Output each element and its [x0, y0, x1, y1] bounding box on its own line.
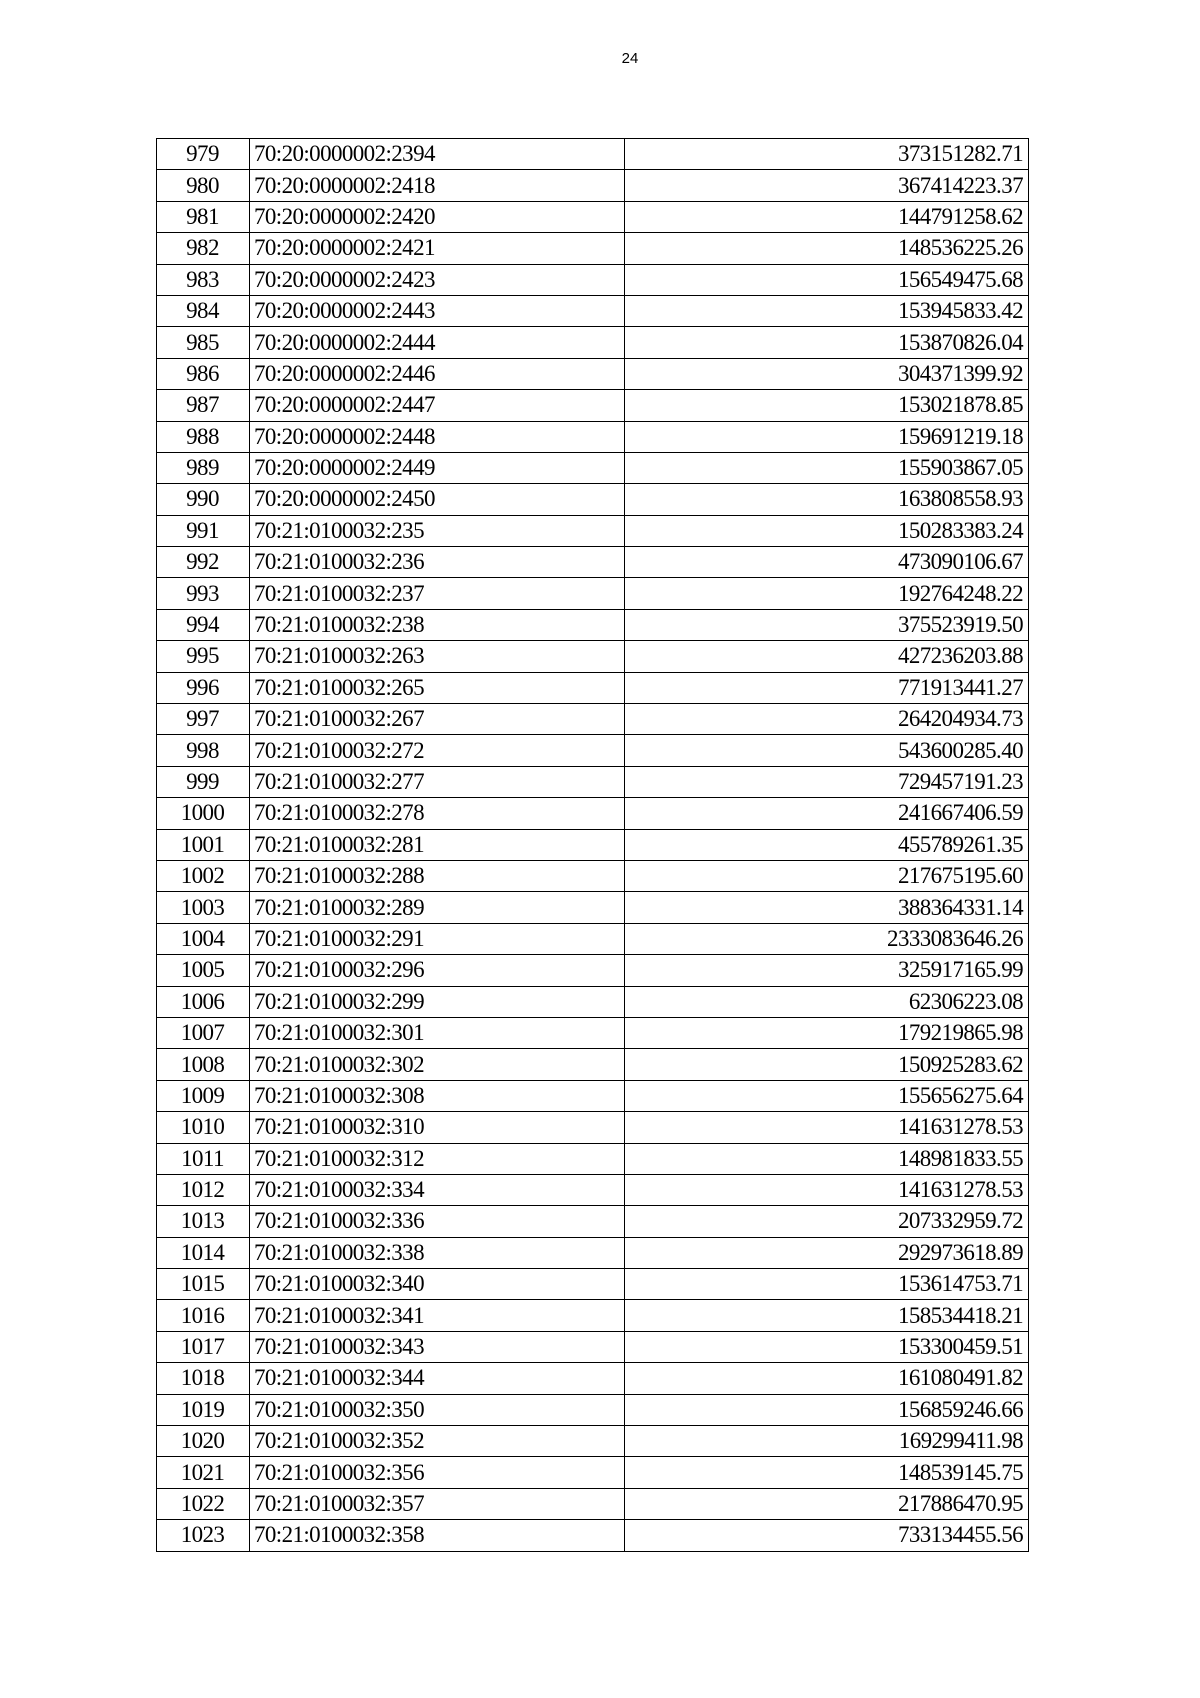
table-row — [157, 295, 1029, 326]
cadastral-number-cell: 70:21:0100032:358 — [250, 1520, 625, 1551]
cadastral-value-table — [156, 138, 1029, 1552]
cadastral-value-cell: 207332959.72 — [625, 1206, 1029, 1237]
row-number-cell: 998 — [157, 735, 250, 766]
cadastral-number-cell: 70:20:0000002:2418 — [250, 170, 625, 201]
table-row — [157, 798, 1029, 829]
cadastral-number-cell: 70:21:0100032:343 — [250, 1331, 625, 1362]
table-row — [157, 170, 1029, 201]
cadastral-value-cell: 153300459.51 — [625, 1331, 1029, 1362]
row-number-cell: 1009 — [157, 1080, 250, 1111]
cadastral-value-cell: 155903867.05 — [625, 452, 1029, 483]
cadastral-number-cell: 70:21:0100032:288 — [250, 860, 625, 891]
table-row — [157, 1206, 1029, 1237]
cadastral-number-cell: 70:20:0000002:2449 — [250, 452, 625, 483]
cadastral-number-cell: 70:20:0000002:2443 — [250, 295, 625, 326]
row-number-cell: 1022 — [157, 1488, 250, 1519]
row-number-cell: 990 — [157, 484, 250, 515]
cadastral-number-cell: 70:21:0100032:299 — [250, 986, 625, 1017]
cadastral-number-cell: 70:21:0100032:341 — [250, 1300, 625, 1331]
cadastral-number-cell: 70:20:0000002:2420 — [250, 201, 625, 232]
table-row — [157, 860, 1029, 891]
cadastral-value-cell: 292973618.89 — [625, 1237, 1029, 1268]
cadastral-number-cell: 70:21:0100032:336 — [250, 1206, 625, 1237]
table-row — [157, 892, 1029, 923]
row-number-cell: 1018 — [157, 1363, 250, 1394]
row-number-cell: 983 — [157, 264, 250, 295]
cadastral-value-cell: 62306223.08 — [625, 986, 1029, 1017]
cadastral-value-cell: 455789261.35 — [625, 829, 1029, 860]
cadastral-value-cell: 153945833.42 — [625, 295, 1029, 326]
row-number-cell: 1002 — [157, 860, 250, 891]
cadastral-value-cell: 192764248.22 — [625, 578, 1029, 609]
cadastral-number-cell: 70:21:0100032:291 — [250, 923, 625, 954]
row-number-cell: 985 — [157, 327, 250, 358]
row-number-cell: 997 — [157, 704, 250, 735]
row-number-cell: 993 — [157, 578, 250, 609]
row-number-cell: 1014 — [157, 1237, 250, 1268]
row-number-cell: 1012 — [157, 1174, 250, 1205]
cadastral-number-cell: 70:21:0100032:263 — [250, 641, 625, 672]
row-number-cell: 984 — [157, 295, 250, 326]
row-number-cell: 1003 — [157, 892, 250, 923]
row-number-cell: 1007 — [157, 1017, 250, 1048]
cadastral-number-cell: 70:21:0100032:296 — [250, 955, 625, 986]
cadastral-value-cell: 733134455.56 — [625, 1520, 1029, 1551]
cadastral-number-cell: 70:21:0100032:308 — [250, 1080, 625, 1111]
cadastral-value-cell: 156549475.68 — [625, 264, 1029, 295]
cadastral-number-cell: 70:21:0100032:238 — [250, 609, 625, 640]
table-row — [157, 923, 1029, 954]
row-number-cell: 987 — [157, 390, 250, 421]
table-body — [157, 139, 1029, 1552]
cadastral-value-cell: 217675195.60 — [625, 860, 1029, 891]
cadastral-value-cell: 141631278.53 — [625, 1174, 1029, 1205]
row-number-cell: 1023 — [157, 1520, 250, 1551]
row-number-cell: 979 — [157, 139, 250, 170]
cadastral-number-cell: 70:20:0000002:2448 — [250, 421, 625, 452]
table-row — [157, 829, 1029, 860]
row-number-cell: 1004 — [157, 923, 250, 954]
cadastral-value-cell: 141631278.53 — [625, 1112, 1029, 1143]
cadastral-value-cell: 179219865.98 — [625, 1017, 1029, 1048]
table-row — [157, 547, 1029, 578]
cadastral-value-cell: 159691219.18 — [625, 421, 1029, 452]
row-number-cell: 1015 — [157, 1269, 250, 1300]
cadastral-value-cell: 148539145.75 — [625, 1457, 1029, 1488]
row-number-cell: 1019 — [157, 1394, 250, 1425]
row-number-cell: 988 — [157, 421, 250, 452]
table-row — [157, 421, 1029, 452]
table-row — [157, 1049, 1029, 1080]
table-row — [157, 358, 1029, 389]
cadastral-value-cell: 241667406.59 — [625, 798, 1029, 829]
row-number-cell: 1001 — [157, 829, 250, 860]
table-row — [157, 1300, 1029, 1331]
table-row — [157, 704, 1029, 735]
cadastral-number-cell: 70:21:0100032:281 — [250, 829, 625, 860]
table-row — [157, 484, 1029, 515]
table-row — [157, 1394, 1029, 1425]
cadastral-value-cell: 388364331.14 — [625, 892, 1029, 923]
table-row — [157, 1112, 1029, 1143]
row-number-cell: 982 — [157, 233, 250, 264]
table-row — [157, 1174, 1029, 1205]
table-row — [157, 1363, 1029, 1394]
cadastral-number-cell: 70:20:0000002:2450 — [250, 484, 625, 515]
cadastral-value-cell: 163808558.93 — [625, 484, 1029, 515]
cadastral-number-cell: 70:21:0100032:357 — [250, 1488, 625, 1519]
cadastral-number-cell: 70:21:0100032:265 — [250, 672, 625, 703]
cadastral-number-cell: 70:21:0100032:235 — [250, 515, 625, 546]
table-row — [157, 264, 1029, 295]
row-number-cell: 1010 — [157, 1112, 250, 1143]
table-row — [157, 609, 1029, 640]
table-row — [157, 1237, 1029, 1268]
cadastral-number-cell: 70:21:0100032:350 — [250, 1394, 625, 1425]
cadastral-number-cell: 70:21:0100032:278 — [250, 798, 625, 829]
cadastral-value-cell: 150283383.24 — [625, 515, 1029, 546]
table-row — [157, 955, 1029, 986]
row-number-cell: 999 — [157, 766, 250, 797]
table-row — [157, 233, 1029, 264]
cadastral-value-cell: 153870826.04 — [625, 327, 1029, 358]
row-number-cell: 1021 — [157, 1457, 250, 1488]
row-number-cell: 986 — [157, 358, 250, 389]
table-row — [157, 201, 1029, 232]
table-row — [157, 1269, 1029, 1300]
cadastral-value-cell: 325917165.99 — [625, 955, 1029, 986]
row-number-cell: 1016 — [157, 1300, 250, 1331]
page-number: 24 — [621, 50, 639, 67]
table-row — [157, 766, 1029, 797]
table-row — [157, 1017, 1029, 1048]
cadastral-number-cell: 70:21:0100032:302 — [250, 1049, 625, 1080]
cadastral-value-cell: 304371399.92 — [625, 358, 1029, 389]
cadastral-number-cell: 70:21:0100032:289 — [250, 892, 625, 923]
table-row — [157, 1143, 1029, 1174]
row-number-cell: 996 — [157, 672, 250, 703]
cadastral-value-cell: 729457191.23 — [625, 766, 1029, 797]
cadastral-number-cell: 70:21:0100032:277 — [250, 766, 625, 797]
cadastral-value-cell: 153021878.85 — [625, 390, 1029, 421]
table-row — [157, 139, 1029, 170]
cadastral-value-cell: 264204934.73 — [625, 704, 1029, 735]
cadastral-value-cell: 217886470.95 — [625, 1488, 1029, 1519]
cadastral-value-cell: 161080491.82 — [625, 1363, 1029, 1394]
cadastral-number-cell: 70:21:0100032:301 — [250, 1017, 625, 1048]
row-number-cell: 1011 — [157, 1143, 250, 1174]
cadastral-value-cell: 148536225.26 — [625, 233, 1029, 264]
cadastral-number-cell: 70:20:0000002:2447 — [250, 390, 625, 421]
row-number-cell: 1017 — [157, 1331, 250, 1362]
table-row — [157, 578, 1029, 609]
cadastral-number-cell: 70:21:0100032:312 — [250, 1143, 625, 1174]
cadastral-value-cell: 153614753.71 — [625, 1269, 1029, 1300]
table-row — [157, 735, 1029, 766]
row-number-cell: 991 — [157, 515, 250, 546]
row-number-cell: 1005 — [157, 955, 250, 986]
row-number-cell: 980 — [157, 170, 250, 201]
row-number-cell: 994 — [157, 609, 250, 640]
cadastral-value-cell: 150925283.62 — [625, 1049, 1029, 1080]
table-row — [157, 1457, 1029, 1488]
table-row — [157, 1520, 1029, 1551]
cadastral-value-cell: 148981833.55 — [625, 1143, 1029, 1174]
cadastral-value-cell: 158534418.21 — [625, 1300, 1029, 1331]
table-row — [157, 641, 1029, 672]
row-number-cell: 1000 — [157, 798, 250, 829]
cadastral-number-cell: 70:21:0100032:237 — [250, 578, 625, 609]
cadastral-number-cell: 70:21:0100032:338 — [250, 1237, 625, 1268]
table-row — [157, 1080, 1029, 1111]
cadastral-number-cell: 70:21:0100032:334 — [250, 1174, 625, 1205]
cadastral-value-cell: 169299411.98 — [625, 1426, 1029, 1457]
table-row — [157, 986, 1029, 1017]
cadastral-value-cell: 156859246.66 — [625, 1394, 1029, 1425]
cadastral-value-cell: 771913441.27 — [625, 672, 1029, 703]
row-number-cell: 995 — [157, 641, 250, 672]
cadastral-value-cell: 427236203.88 — [625, 641, 1029, 672]
cadastral-number-cell: 70:21:0100032:310 — [250, 1112, 625, 1143]
cadastral-number-cell: 70:20:0000002:2421 — [250, 233, 625, 264]
cadastral-value-cell: 375523919.50 — [625, 609, 1029, 640]
cadastral-value-cell: 2333083646.26 — [625, 923, 1029, 954]
cadastral-value-cell: 367414223.37 — [625, 170, 1029, 201]
cadastral-value-cell: 473090106.67 — [625, 547, 1029, 578]
cadastral-value-cell: 144791258.62 — [625, 201, 1029, 232]
cadastral-number-cell: 70:21:0100032:340 — [250, 1269, 625, 1300]
cadastral-number-cell: 70:20:0000002:2444 — [250, 327, 625, 358]
cadastral-number-cell: 70:20:0000002:2446 — [250, 358, 625, 389]
table-row — [157, 1331, 1029, 1362]
cadastral-number-cell: 70:21:0100032:352 — [250, 1426, 625, 1457]
cadastral-value-cell: 155656275.64 — [625, 1080, 1029, 1111]
row-number-cell: 1020 — [157, 1426, 250, 1457]
row-number-cell: 1006 — [157, 986, 250, 1017]
row-number-cell: 992 — [157, 547, 250, 578]
table-row — [157, 672, 1029, 703]
table-row — [157, 1426, 1029, 1457]
row-number-cell: 989 — [157, 452, 250, 483]
cadastral-number-cell: 70:20:0000002:2394 — [250, 139, 625, 170]
row-number-cell: 1013 — [157, 1206, 250, 1237]
table-row — [157, 390, 1029, 421]
row-number-cell: 981 — [157, 201, 250, 232]
table-row — [157, 327, 1029, 358]
table-row — [157, 1488, 1029, 1519]
row-number-cell: 1008 — [157, 1049, 250, 1080]
table-row — [157, 452, 1029, 483]
cadastral-number-cell: 70:21:0100032:267 — [250, 704, 625, 735]
cadastral-value-cell: 373151282.71 — [625, 139, 1029, 170]
table-row — [157, 515, 1029, 546]
cadastral-number-cell: 70:20:0000002:2423 — [250, 264, 625, 295]
cadastral-number-cell: 70:21:0100032:356 — [250, 1457, 625, 1488]
cadastral-value-cell: 543600285.40 — [625, 735, 1029, 766]
cadastral-number-cell: 70:21:0100032:236 — [250, 547, 625, 578]
cadastral-number-cell: 70:21:0100032:344 — [250, 1363, 625, 1394]
cadastral-number-cell: 70:21:0100032:272 — [250, 735, 625, 766]
